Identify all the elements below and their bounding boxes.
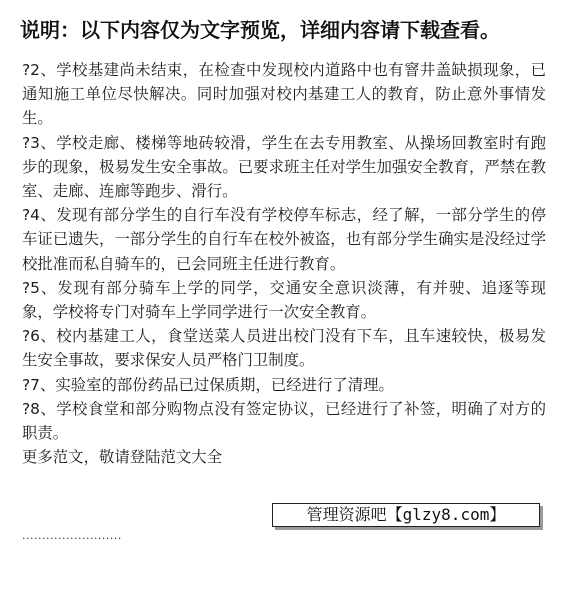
paragraph-item-4: ?4、发现有部分学生的自行车没有学校停车标志，经了解，一部分学生的停车证已遗失，一部分学生的自行车在校外被盗，也有部分学生确实是没经过学校批准而私自骑车的，已会同班主任进行教育。 [22,206,546,273]
footer-text: 更多范文，敬请登陆范文大全 [22,448,223,467]
paragraph-item-8: ?8、学校食堂和部分购物点没有签定协议，已经进行了补签，明确了对方的职责。 [22,399,546,443]
paragraph-item-2: ?2、学校基建尚未结束，在检查中发现校内道路中也有窨井盖缺损现象，已通知施工单位尽快解决。同时加强对校内基建工人的教育，防止意外事情发生。 [22,61,546,128]
paragraph-item-5: ?5、发现有部分骑车上学的同学，交通安全意识淡薄，有并驶、追逐等现象，学校将专门对骑车上学同学进行一次安全教育。 [22,278,546,322]
site-watermark-stamp: 管理资源吧【glzy8.com】 [272,503,540,527]
document-body [22,58,546,469]
preview-notice: 说明：以下内容仅为文字预览，详细内容请下载查看。 [20,18,500,42]
paragraph-item-7: ?7、实验室的部份药品已过保质期，已经进行了清理。 [22,375,394,394]
dotted-leader: ························· [22,532,122,545]
paragraph-item-3: ?3、学校走廊、楼梯等地砖较滑，学生在去专用教室、从操场回教室时有跑步的现象，极易发生安全事故。已要求班主任对学生加强安全教育，严禁在教室、走廊、连廊等跑步、滑行。 [22,133,546,201]
paragraph-item-6: ?6、校内基建工人，食堂送菜人员进出校门没有下车，且车速较快，极易发生安全事故，要求保安人员严格门卫制度。 [22,327,546,370]
